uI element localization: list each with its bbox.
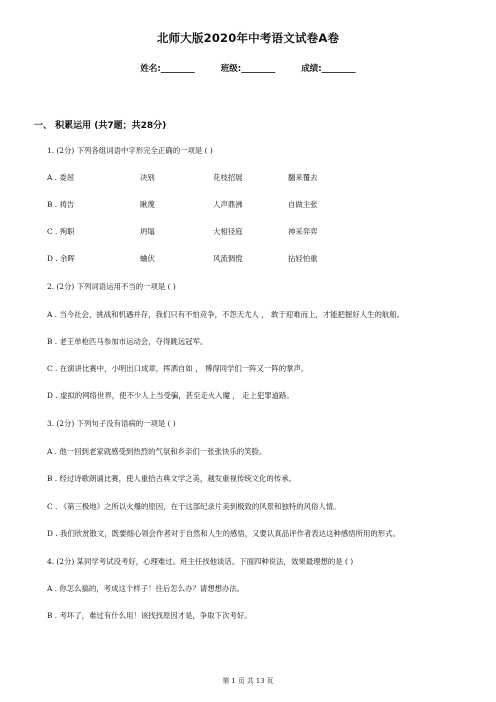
q1-b-col2: 瞅蔑 xyxy=(140,200,155,209)
q1-d-col3: 风流倜傥 xyxy=(213,254,243,263)
section-heading: 一、 积累运用 (共7题；共28分) xyxy=(34,121,167,131)
q2-option-d: D . 虚拟的网络世界，使不少人上当受骗，甚至走火入魔 ， 走上犯罪道路。 xyxy=(47,391,294,400)
q1-b-col4: 自做主张 xyxy=(288,200,318,209)
q1-d-col2: 蛐伏 xyxy=(140,254,155,263)
class-field: 班级:________ xyxy=(220,64,276,74)
q1-c-col1: C . 殉职 xyxy=(47,227,75,236)
q1-a-col4: 翻来覆去 xyxy=(288,173,318,182)
q1-d-col4: 拈轻怕重 xyxy=(288,254,318,263)
score-field: 成绩:________ xyxy=(301,64,356,74)
q3-option-d: D . 我们欣赏散文，既要细心领会作者对于自然和人生的感悟，又要认真品评作者表达这种感悟所用的形式。 xyxy=(47,529,400,538)
q1-a-col2: 决别 xyxy=(140,173,155,182)
q2-option-c: C . 在演讲比赛中，小明出口成章，挥洒自如 ， 博得同学们一阵又一阵的掌声。 xyxy=(47,364,309,373)
q4-option-a: A . 你怎么搞的，考成这个样子！往后怎么办？请想想办法。 xyxy=(47,584,245,593)
q2-option-b: B . 老王单枪匹马参加市运动会，夺得跳远冠军。 xyxy=(47,337,208,346)
question-2-stem: 2. (2分) 下列词语运用不当的一项是 ( ) xyxy=(47,282,176,291)
q1-a-col3: 花枝招展 xyxy=(213,173,243,182)
q4-option-b: B . 考坏了，难过有什么用！该找找原因才是，争取下次考好。 xyxy=(47,611,252,620)
q3-option-b: B . 经过诗歌朗诵比赛，使人重拾古典文学之美，越发重视传统文化的传承。 xyxy=(47,474,296,483)
question-1-stem: 1. (2分) 下列各组词语中字形完全正确的一项是 ( ) xyxy=(47,146,213,155)
q1-c-col2: 坍塌 xyxy=(140,227,155,236)
question-3-stem: 3. (2分) 下列句子没有语病的一项是 ( ) xyxy=(47,419,176,428)
q1-d-col1: D . 余晖 xyxy=(47,254,75,263)
q3-option-a: A . 他一回到老家就感受到热烈的气氛和乡亲们一张张快乐的笑脸。 xyxy=(47,447,267,456)
page-title: 北师大版2020年中考语文试卷A卷 xyxy=(156,31,340,45)
q1-c-col3: 大相径庭 xyxy=(213,227,243,236)
q1-b-col1: B . 祷告 xyxy=(47,200,75,209)
q1-a-col1: A . 委屈 xyxy=(47,173,75,182)
q2-option-a: A . 当今社会，挑战和机遇并存，我们只有不怕竞争，不怨天尤人 ， 敢于迎难而上，才能把握好人生的航船。 xyxy=(47,310,405,319)
q1-b-col3: 人声鼎沸 xyxy=(213,200,243,209)
name-field: 姓名:________ xyxy=(140,64,195,74)
q1-c-col4: 神采弈弈 xyxy=(288,227,318,236)
question-4-stem: 4. (2分) 某同学考试没考好，心理难过。班主任找他谈话。下面四种说法，效果最理想的是 ( ) xyxy=(47,557,354,566)
student-info-row xyxy=(0,62,496,74)
page-footer: 第 1 页 共 13 页 xyxy=(222,677,274,685)
q3-option-c: C . 《第三极地》之所以火爆的原因，在于这部纪录片美到极致的风景和独特的风俗人情。 xyxy=(47,502,341,511)
